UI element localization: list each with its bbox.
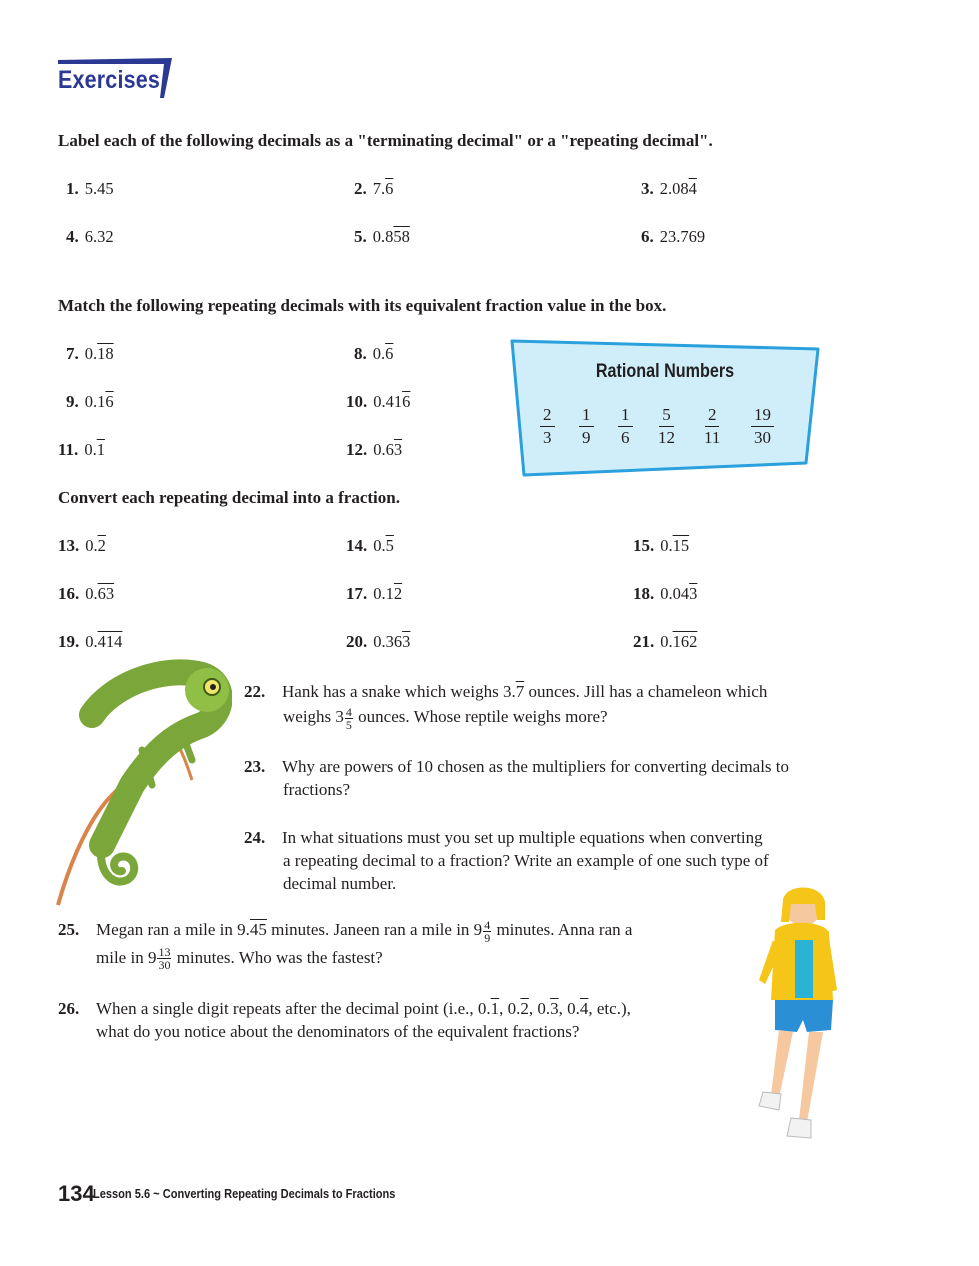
problem-2: 2. 7.6 (354, 179, 394, 198)
instruction-match: Match the following repeating decimals with its equivalent fraction value in the box. (58, 296, 667, 315)
chameleon-illustration (52, 655, 232, 910)
box-fraction: 5 12 (658, 405, 675, 447)
problem-5: 5. 0.858 (354, 227, 410, 246)
box-title: Rational Numbers (595, 361, 735, 382)
page-number: 134 (58, 1181, 95, 1206)
problem-21: 21. 0.162 (633, 632, 698, 651)
instruction-terminating-repeating: Label each of the following decimals as a "terminating decimal" or a "repeating decimal". (58, 131, 713, 150)
box-fraction: 2 3 (540, 404, 555, 449)
problem-17: 17. 0.12 (346, 584, 403, 603)
box-fraction: 2 11 (704, 405, 721, 447)
box-fraction: 1 6 (618, 404, 633, 449)
problem-14: 14. 0.5 (346, 536, 394, 555)
box-fraction: 19 30 (751, 404, 774, 449)
problem-11: 11. 0.1 (58, 440, 105, 459)
problem-24: 24. In what situations must you set up multiple equations when converting a repeating decimal to a fraction? Write an example of one such type of decimal number. (244, 828, 769, 893)
problem-16: 16. 0.63 (58, 584, 115, 603)
problem-9: 9. 0.16 (66, 392, 114, 411)
problem-1: 1. 5.45 (66, 179, 114, 198)
problem-6: 6. 23.769 (641, 227, 706, 246)
runner-illustration (745, 880, 845, 1160)
problem-10: 10. 0.416 (346, 392, 411, 411)
problem-25: 25. Megan ran a mile in 9.45 minutes. Janeen ran a mile in 9 $\frac{4}{9}$ minutes. Anna ran a mile in 9 $\frac{13}{30}$ minutes. Who was the fastest? (58, 917, 633, 973)
problem-12: 12. 0.63 (346, 440, 403, 459)
problem-19: 19. 0.414 (58, 632, 123, 651)
footer-lesson-title: Lesson 5.6 ~ Converting Repeating Decimals to Fractions (93, 1186, 396, 1201)
problem-3: 3. 2.084 (641, 179, 697, 198)
problem-18: 18. 0.043 (633, 584, 698, 603)
problem-22: 22. Hank has a snake which weighs 3.7 ounces. Jill has a chameleon which weighs 3 $\frac{4}{5}$ ounces. Whose reptile weighs more? (244, 682, 768, 732)
problem-26: 26. When a single digit repeats after the decimal point (i.e., 0.1, 0.2, 0.3, 0.4, etc.), what do you notice about the denominators of the equivalent fractions? (58, 999, 631, 1041)
section-heading: Exercises (58, 66, 160, 94)
problem-8: 8. 0.6 (354, 344, 394, 363)
problem-13: 13. 0.2 (58, 536, 106, 555)
problem-15: 15. 0.15 (633, 536, 690, 555)
problem-4: 4. 6.32 (66, 227, 114, 246)
instruction-convert: Convert each repeating decimal into a fraction. (58, 488, 400, 507)
problem-7: 7. 0.18 (66, 344, 114, 363)
problem-20: 20. 0.363 (346, 632, 411, 651)
box-fraction: 1 9 (579, 404, 594, 449)
problem-23: 23. Why are powers of 10 chosen as the multipliers for converting decimals to fractions? (244, 757, 790, 799)
